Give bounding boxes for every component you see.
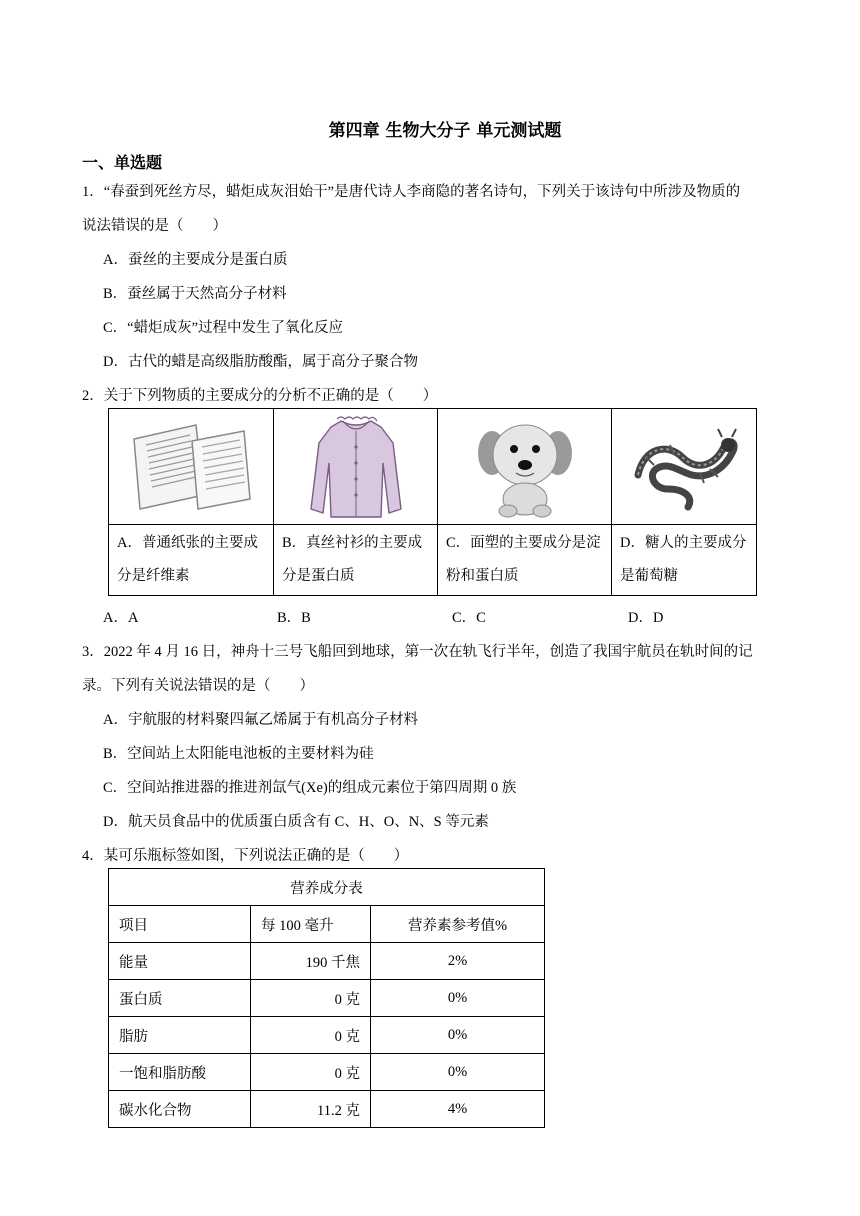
nutrition-cell-amount: 0 克 <box>251 1054 371 1091</box>
nutrition-cell-name: 能量 <box>109 943 251 980</box>
q3-option-a: A．宇航服的材料聚四氟乙烯属于有机高分子材料 <box>103 712 418 728</box>
q1-option-d: D．古代的蜡是高级脂肪酸酯，属于高分子聚合物 <box>103 354 418 370</box>
q2-answer-a: A．A <box>103 610 139 626</box>
q2-image-cell-d <box>612 409 757 525</box>
q2-caption-d-line2: 是葡萄糖 <box>620 568 678 584</box>
nutrition-header-item: 项目 <box>109 906 251 943</box>
q1-option-c: C．“蜡炬成灰”过程中发生了氧化反应 <box>103 320 344 336</box>
table-row <box>109 1017 545 1054</box>
nutrition-header-per100ml: 每 100 毫升 <box>251 906 371 943</box>
q2-caption-d-line1: D．糖人的主要成分 <box>620 535 747 551</box>
q3-stem-line2: 录。下列有关说法错误的是（ ） <box>82 678 314 694</box>
shirt-icon <box>274 409 437 524</box>
table-row <box>109 980 545 1017</box>
table-row <box>109 1091 545 1128</box>
q2-answer-b: B．B <box>277 610 311 626</box>
page-title: 第四章 生物大分子 单元测试题 <box>328 121 562 141</box>
q2-image-cell-a <box>109 409 274 525</box>
nutrition-cell-amount: 190 千焦 <box>251 943 371 980</box>
nutrition-cell-name: 脂肪 <box>109 1017 251 1054</box>
q2-caption-c-line2: 粉和蛋白质 <box>446 568 519 584</box>
q2-image-cell-c <box>438 409 612 525</box>
dough-figure-icon <box>438 409 611 524</box>
q1-option-b: B．蚕丝属于天然高分子材料 <box>103 286 287 302</box>
nutrition-cell-name: 蛋白质 <box>109 980 251 1017</box>
nutrition-header-nrv: 营养素参考值% <box>371 906 545 943</box>
q2-caption-a-line2: 分是纤维素 <box>117 568 190 584</box>
nutrition-cell-name: 一饱和脂肪酸 <box>109 1054 251 1091</box>
nutrition-table <box>108 868 545 1128</box>
nutrition-cell-amount: 11.2 克 <box>251 1091 371 1128</box>
q2-caption-b-line2: 分是蛋白质 <box>282 568 355 584</box>
q3-option-c: C．空间站推进器的推进剂氙气(Xe)的组成元素位于第四周期 0 族 <box>103 780 517 796</box>
paper-icon <box>109 409 273 524</box>
sugar-dragon-icon <box>612 409 756 524</box>
nutrition-table-caption: 营养成分表 <box>109 869 545 906</box>
nutrition-cell-amount: 0 克 <box>251 980 371 1017</box>
nutrition-cell-name: 碳水化合物 <box>109 1091 251 1128</box>
nutrition-cell-nrv: 0% <box>371 1017 545 1054</box>
q2-caption-c <box>438 525 612 596</box>
q4-stem: 4．某可乐瓶标签如图，下列说法正确的是（ ） <box>82 848 409 864</box>
q2-image-table <box>108 408 757 596</box>
q2-answer-c: C．C <box>452 610 486 626</box>
q2-caption-b-line1: B．真丝衬衫的主要成 <box>282 535 423 551</box>
section-heading: 一、单选题 <box>82 153 163 172</box>
q2-stem: 2．关于下列物质的主要成分的分析不正确的是（ ） <box>82 388 438 404</box>
q2-caption-d <box>612 525 757 596</box>
q2-caption-c-line1: C．面塑的主要成分是淀 <box>446 535 601 551</box>
q3-stem-line1: 3．2022 年 4 月 16 日，神舟十三号飞船回到地球，第一次在轨飞行半年，创造了我国宇航员在轨时间的记 <box>82 644 753 660</box>
nutrition-cell-nrv: 0% <box>371 980 545 1017</box>
q1-stem-line1: 1．“春蚕到死丝方尽，蜡炬成灰泪始干”是唐代诗人李商隐的著名诗句，下列关于该诗句中所涉及物质的 <box>82 184 741 200</box>
q3-option-b: B．空间站上太阳能电池板的主要材料为硅 <box>103 746 374 762</box>
table-row <box>109 943 545 980</box>
nutrition-cell-amount: 0 克 <box>251 1017 371 1054</box>
nutrition-cell-nrv: 0% <box>371 1054 545 1091</box>
q1-stem-line2: 说法错误的是（ ） <box>82 218 227 234</box>
q3-option-d: D．航天员食品中的优质蛋白质含有 C、H、O、N、S 等元素 <box>103 814 489 830</box>
nutrition-cell-nrv: 4% <box>371 1091 545 1128</box>
nutrition-cell-nrv: 2% <box>371 943 545 980</box>
q2-caption-a <box>109 525 274 596</box>
q2-caption-b <box>274 525 438 596</box>
q1-option-a: A．蚕丝的主要成分是蛋白质 <box>103 252 288 268</box>
q2-image-cell-b <box>274 409 438 525</box>
q2-caption-a-line1: A．普通纸张的主要成 <box>117 535 258 551</box>
q2-answer-d: D．D <box>628 610 664 626</box>
table-row <box>109 1054 545 1091</box>
